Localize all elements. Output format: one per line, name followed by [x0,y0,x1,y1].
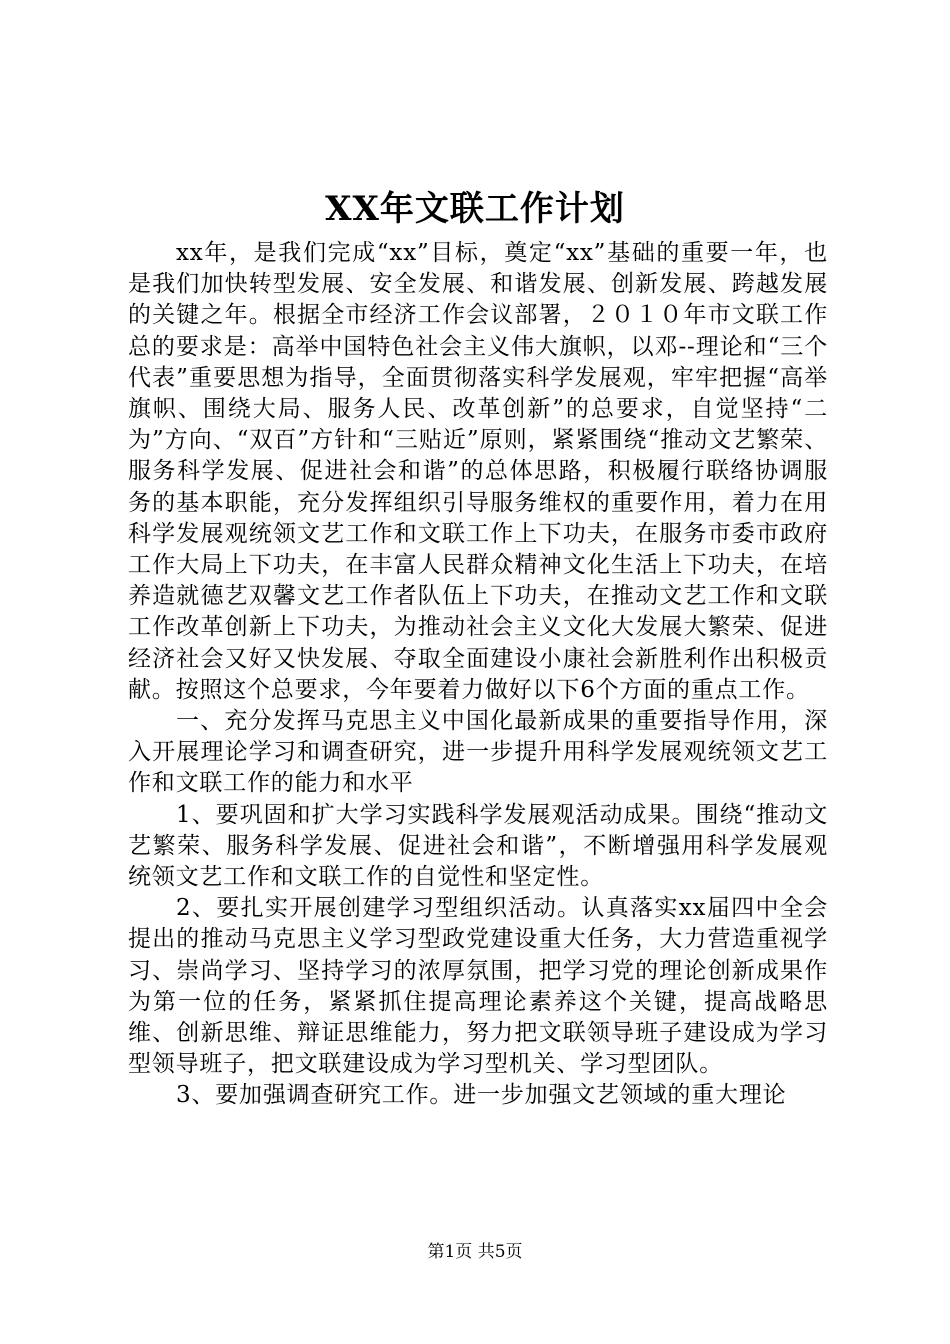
paragraph-section-1-heading: 一、充分发挥马克思主义中国化最新成果的重要指导作用，深入开展理论学习和调查研究，进一步提升用科学发展观统领文艺工作和文联工作的能力和水平 [128,708,828,797]
document-title: XX年文联工作计划 [325,189,625,229]
page-number-footer: 第1页 共5页 [427,1242,523,1262]
paragraph-item-1: 1、要巩固和扩大学习实践科学发展观活动成果。围绕“推动文艺繁荣、服务科学发展、促进社会和谐”，不断增强用科学发展观统领文艺工作和文联工作的自觉性和坚定性。 [128,801,828,891]
paragraph-intro: xx年，是我们完成“xx”目标，奠定“xx”基础的重要一年，也是我们加快转型发展、安全发展、和谐发展、创新发展、跨越发展的关键之年。根据全市经济工作会议部署，２０１０年市文联工作总的要求是：高举中国特色社会主义伟大旗帜，以邓--理论和“三个代表”重要思想为指导，全面贯彻落实科学发展观，牢牢把握“高举旗帜、围绕大局、服务人民、改革创新”的总要求，自觉坚持“二为”方向、“双百”方针和“三贴近”原则，紧紧围绕“推动文艺繁荣、服务科学发展、促进社会和谐”的总体思路，积极履行联络协调服务的基本职能，充分发挥组织引导服务维权的重要作用，着力在用科学发展观统领文艺工作和文联工作上下功夫，在服务市委市政府工作大局上下功夫，在丰富人民群众精神文化生活上下功夫，在培养造就德艺双馨文艺工作者队伍上下功夫，在推动文艺工作和文联工作改革创新上下功夫，为推动社会主义文化大发展大繁荣、促进经济社会又好又快发展、夺取全面建设小康社会新胜利作出积极贡献。按照这个总要求，今年要着力做好以下6个方面的重点工作。 [128,240,828,703]
paragraph-item-3: 3、要加强调查研究工作。进一步加强文艺领域的重大理论 [176,1082,787,1109]
document-body [128,238,828,1112]
paragraph-item-2: 2、要扎实开展创建学习型组织活动。认真落实xx届四中全会提出的推动马克思主义学习型政党建设重大任务，大力营造重视学习、崇尚学习、坚持学习的浓厚氛围，把学习党的理论创新成果作为第一位的任务，紧紧抓住提高理论素养这个关键，提高战略思维、创新思维、辩证思维能力，努力把文联领导班子建设成为学习型领导班子，把文联建设成为学习型机关、学习型团队。 [128,895,828,1078]
